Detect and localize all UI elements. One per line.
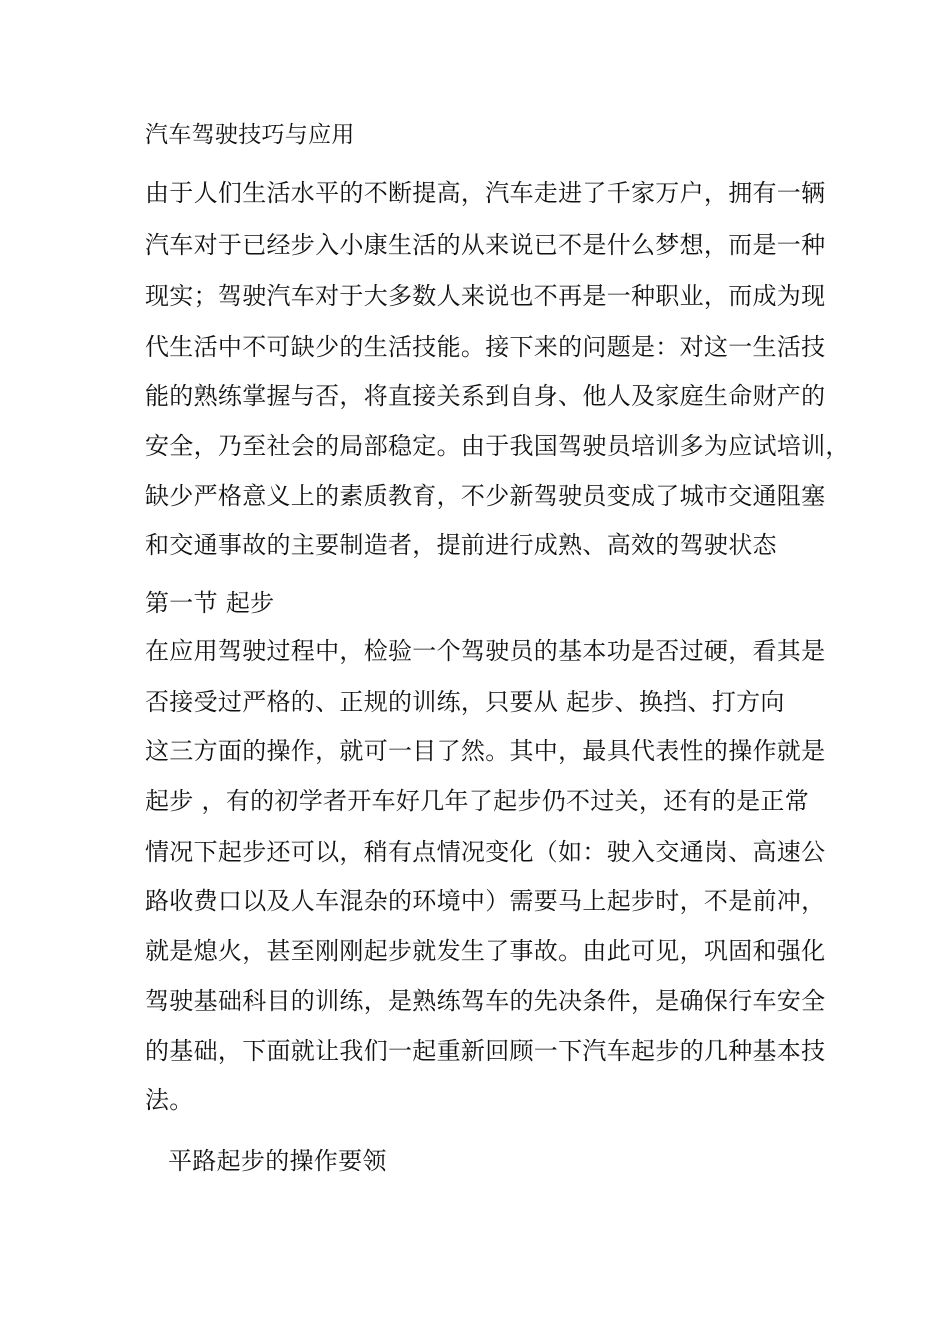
intro-line: 由于人们生活水平的不断提高，汽车走进了千家万户，拥有一辆 xyxy=(145,179,826,207)
section-line: 的基础，下面就让我们一起重新回顾一下汽车起步的几种基本技 xyxy=(145,1037,826,1065)
section-line: 这三方面的操作，就可一目了然。其中，最具代表性的操作就是 xyxy=(145,737,826,765)
section-line: 驾驶基础科目的训练，是熟练驾车的先决条件，是确保行车安全 xyxy=(145,987,826,1015)
section-line: 情况下起步还可以，稍有点情况变化（如：驶入交通岗、高速公 xyxy=(145,838,826,866)
intro-line: 安全，乃至社会的局部稳定。由于我国驾驶员培训多为应试培训， xyxy=(145,432,850,460)
intro-line: 缺少严格意义上的素质教育，不少新驾驶员变成了城市交通阻塞 xyxy=(145,482,826,510)
document-title: 汽车驾驶技巧与应用 xyxy=(145,122,355,148)
section-line: 法。 xyxy=(145,1086,194,1114)
intro-line: 汽车对于已经步入小康生活的从来说已不是什么梦想，而是一种 xyxy=(145,231,826,259)
section-line: 否接受过严格的、正规的训练，只要从 起步、换挡、打方向 xyxy=(145,688,785,716)
section-line: 就是熄火，甚至刚刚起步就发生了事故。由此可见，巩固和强化 xyxy=(145,937,826,965)
intro-line: 和交通事故的主要制造者，提前进行成熟、高效的驾驶状态 xyxy=(145,531,777,559)
section-line: 在应用驾驶过程中，检验一个驾驶员的基本功是否过硬，看其是 xyxy=(145,637,826,665)
section-heading: 第一节 起步 xyxy=(145,589,275,617)
intro-line: 能的熟练掌握与否，将直接关系到自身、他人及家庭生命财产的 xyxy=(145,382,826,410)
intro-line: 现实；驾驶汽车对于大多数人来说也不再是一种职业，而成为现 xyxy=(145,282,826,310)
section-line: 起步 ，有的初学者开车好几年了起步仍不过关，还有的是正常 xyxy=(145,787,810,815)
subheading: 平路起步的操作要领 xyxy=(168,1147,387,1175)
intro-line: 代生活中不可缺少的生活技能。接下来的问题是：对这一生活技 xyxy=(145,333,826,361)
section-line: 路收费口以及人车混杂的环境中）需要马上起步时，不是前冲， xyxy=(145,887,826,915)
